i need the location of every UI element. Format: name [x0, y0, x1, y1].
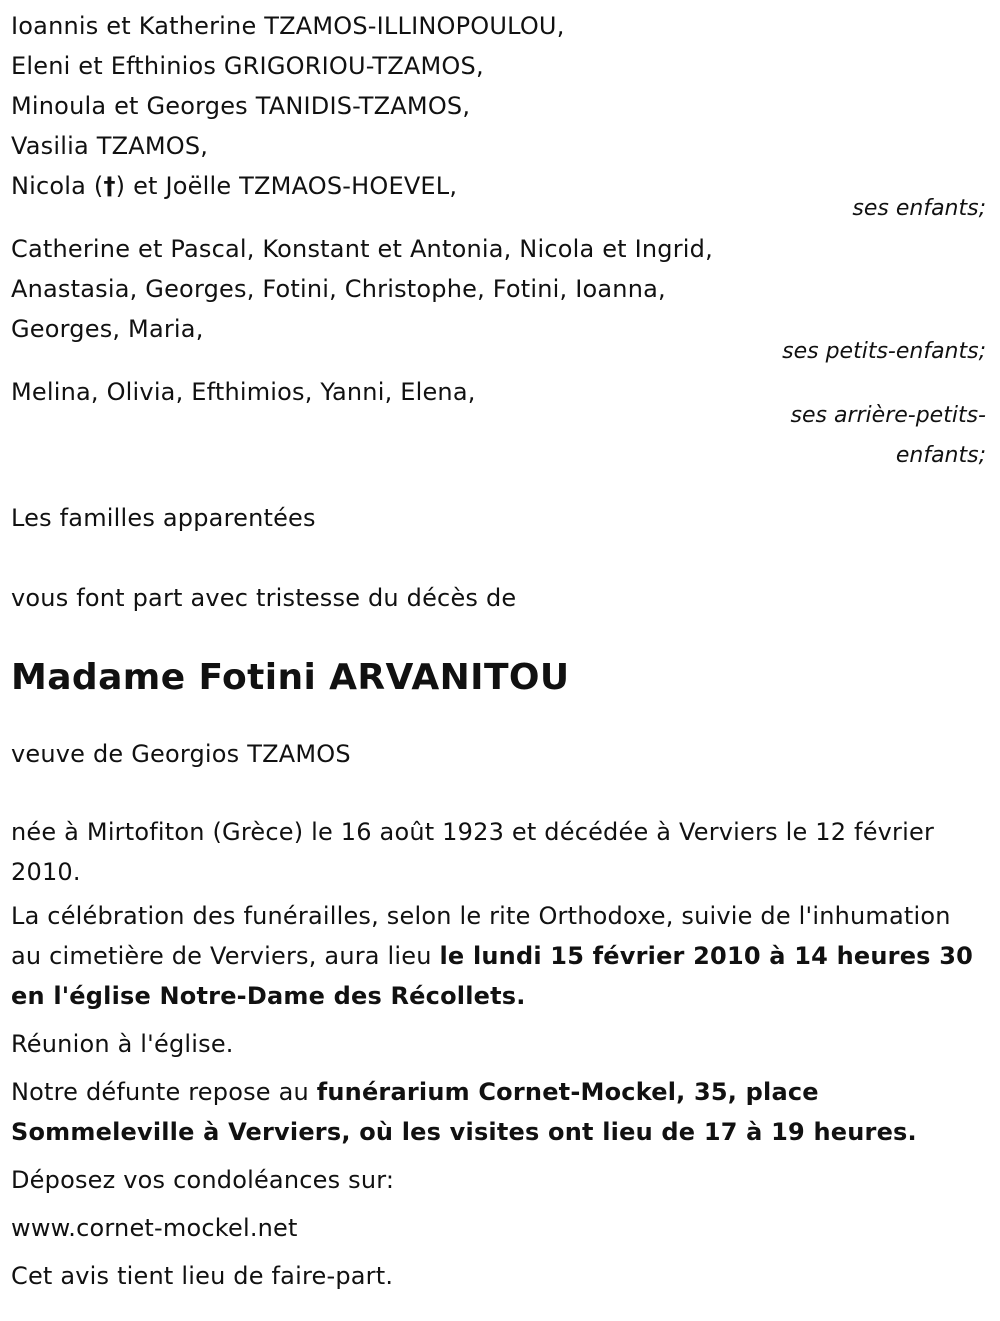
children-block	[11, 6, 988, 229]
role-grandchildren: ses petits-enfants;	[782, 339, 986, 364]
child-line-post: ) et Joëlle TZMAOS-HOEVEL,	[115, 172, 458, 200]
widow-line: veuve de Georgios TZAMOS	[11, 740, 351, 768]
announcement-line: vous font part avec tristesse du décès de	[11, 584, 517, 612]
deceased-name: Madame Fotini ARVANITOU	[11, 657, 570, 698]
rest-details: funérarium Cornet-Mockel, 35, place Sommeleville à Verviers, où les visites ont lieu de 17 à 19 heures.	[11, 1078, 917, 1146]
ceremony-details: le lundi 15 février 2010 à 14 heures 30 en l'église Notre-Dame des Récollets.	[11, 942, 974, 1010]
obituary-notice	[0, 6, 1000, 1321]
website-link[interactable]: www.cornet-mockel.net	[11, 1214, 298, 1242]
ceremony-paragraph	[11, 896, 988, 1016]
child-line-pre: Nicola (	[11, 172, 104, 200]
meeting-line: Réunion à l'église.	[11, 1030, 234, 1058]
ceremony-intro: La célébration des funérailles, selon le rite Orthodoxe, suivie de l'inhumation au cimetière de Verviers, aura lieu	[11, 902, 951, 970]
cross-icon: †	[103, 172, 116, 200]
role-great-grandchildren-2: enfants;	[895, 443, 986, 468]
grandchild-line: Catherine et Pascal, Konstant et Antonia, Nicola et Ingrid,	[11, 235, 713, 263]
role-great-grandchildren-1: ses arrière-petits-	[790, 403, 986, 428]
child-line: Minoula et Georges TANIDIS-TZAMOS,	[11, 92, 471, 120]
great-grandchild-line: Melina, Olivia, Efthimios, Yanni, Elena,	[11, 378, 476, 406]
great-grandchildren-block	[11, 372, 988, 476]
role-children: ses enfants;	[852, 196, 986, 221]
families-line: Les familles apparentées	[11, 504, 316, 532]
grandchild-line: Anastasia, Georges, Fotini, Christophe, Fotini, Ioanna,	[11, 275, 666, 303]
child-line: Ioannis et Katherine TZAMOS-ILLINOPOULOU,	[11, 12, 565, 40]
child-line: Vasilia TZAMOS,	[11, 132, 209, 160]
grandchildren-block	[11, 229, 988, 372]
condolences-label: Déposez vos condoléances sur:	[11, 1166, 395, 1194]
rest-paragraph	[11, 1072, 988, 1152]
birth-death-paragraph: née à Mirtofiton (Grèce) le 16 août 1923 et décédée à Verviers le 12 février 2010.	[11, 818, 935, 886]
child-line: Eleni et Efthinios GRIGORIOU-TZAMOS,	[11, 52, 484, 80]
rest-intro: Notre défunte repose au	[11, 1078, 317, 1106]
footer-line: Cet avis tient lieu de faire-part.	[11, 1262, 394, 1290]
grandchild-line: Georges, Maria,	[11, 315, 204, 343]
